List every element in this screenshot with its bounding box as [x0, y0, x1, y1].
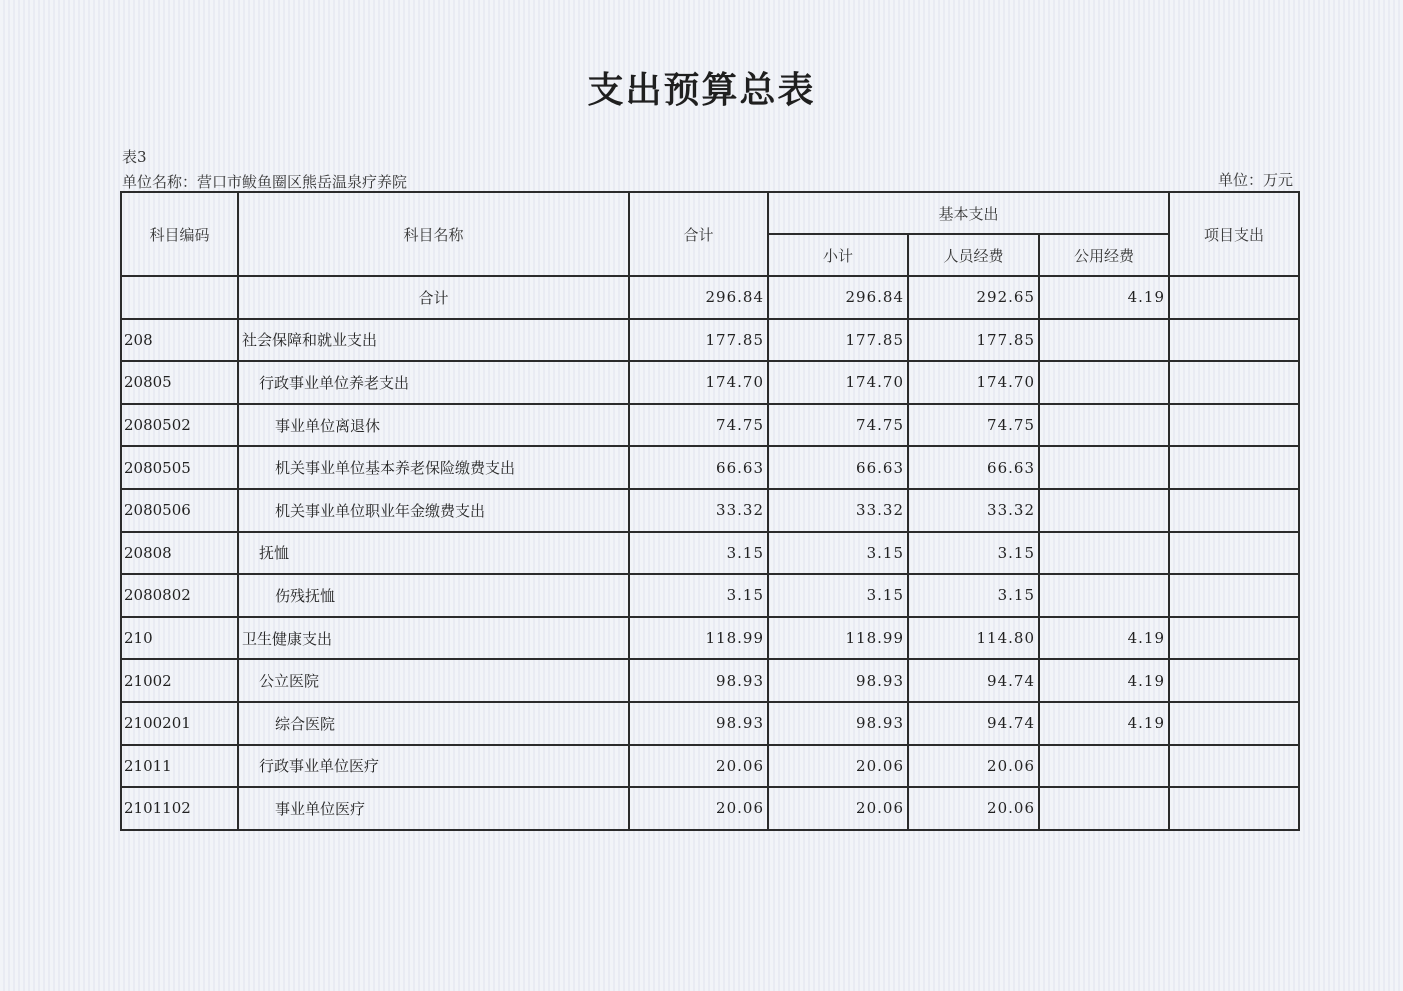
cell-personnel: 66.63	[908, 446, 1039, 489]
cell-subtotal: 118.99	[768, 617, 908, 660]
cell-project	[1169, 319, 1299, 362]
table-number: 表3	[122, 148, 147, 166]
cell-public: 4.19	[1039, 659, 1169, 702]
cell-subtotal: 33.32	[768, 489, 908, 532]
cell-project	[1169, 489, 1299, 532]
cell-subtotal: 74.75	[768, 404, 908, 447]
header-name: 科目名称	[238, 192, 629, 276]
cell-subtotal: 98.93	[768, 702, 908, 745]
cell-subtotal: 66.63	[768, 446, 908, 489]
cell-public	[1039, 489, 1169, 532]
table-row	[121, 446, 1299, 489]
cell-personnel: 74.75	[908, 404, 1039, 447]
cell-name: 社会保障和就业支出	[238, 319, 629, 362]
table-row	[121, 787, 1299, 830]
cell-total: 3.15	[629, 532, 768, 575]
cell-code: 2080502	[121, 404, 238, 447]
cell-personnel: 292.65	[908, 276, 1039, 319]
cell-personnel: 3.15	[908, 532, 1039, 575]
cell-personnel: 94.74	[908, 659, 1039, 702]
cell-project	[1169, 787, 1299, 830]
cell-code: 208	[121, 319, 238, 362]
header-public: 公用经费	[1039, 234, 1169, 276]
cell-public: 4.19	[1039, 617, 1169, 660]
table-row	[121, 489, 1299, 532]
header-code: 科目编码	[121, 192, 238, 276]
cell-project	[1169, 659, 1299, 702]
cell-subtotal: 20.06	[768, 745, 908, 788]
header-basic: 基本支出	[768, 192, 1169, 234]
cell-personnel: 174.70	[908, 361, 1039, 404]
cell-code: 20808	[121, 532, 238, 575]
cell-total: 174.70	[629, 361, 768, 404]
table-row	[121, 361, 1299, 404]
cell-total: 118.99	[629, 617, 768, 660]
table-row-total	[121, 276, 1299, 319]
cell-total: 177.85	[629, 319, 768, 362]
cell-name: 机关事业单位职业年金缴费支出	[238, 489, 629, 532]
cell-name: 卫生健康支出	[238, 617, 629, 660]
cell-project	[1169, 574, 1299, 617]
header-personnel: 人员经费	[908, 234, 1039, 276]
cell-personnel: 20.06	[908, 745, 1039, 788]
table-row	[121, 659, 1299, 702]
cell-personnel: 114.80	[908, 617, 1039, 660]
header-project: 项目支出	[1169, 192, 1299, 276]
cell-name: 行政事业单位医疗	[238, 745, 629, 788]
cell-project	[1169, 702, 1299, 745]
cell-total: 74.75	[629, 404, 768, 447]
cell-code: 2080505	[121, 446, 238, 489]
cell-total: 66.63	[629, 446, 768, 489]
cell-personnel: 20.06	[908, 787, 1039, 830]
cell-code: 2080506	[121, 489, 238, 532]
cell-project	[1169, 404, 1299, 447]
table-row	[121, 745, 1299, 788]
cell-name: 事业单位医疗	[238, 787, 629, 830]
cell-code: 20805	[121, 361, 238, 404]
cell-public: 4.19	[1039, 276, 1169, 319]
table-row	[121, 319, 1299, 362]
table-row	[121, 617, 1299, 660]
header-total: 合计	[629, 192, 768, 276]
cell-public	[1039, 532, 1169, 575]
budget-table	[120, 191, 1300, 831]
cell-public	[1039, 361, 1169, 404]
cell-subtotal: 3.15	[768, 532, 908, 575]
cell-project	[1169, 276, 1299, 319]
cell-subtotal: 98.93	[768, 659, 908, 702]
cell-public	[1039, 745, 1169, 788]
cell-public	[1039, 446, 1169, 489]
cell-total: 20.06	[629, 745, 768, 788]
cell-public	[1039, 574, 1169, 617]
unit-name: 单位名称：营口市鲅鱼圈区熊岳温泉疗养院	[122, 173, 408, 191]
cell-subtotal: 174.70	[768, 361, 908, 404]
cell-code: 210	[121, 617, 238, 660]
cell-project	[1169, 745, 1299, 788]
cell-total: 98.93	[629, 659, 768, 702]
table-row	[121, 702, 1299, 745]
cell-total: 33.32	[629, 489, 768, 532]
cell-name: 综合医院	[238, 702, 629, 745]
cell-subtotal: 20.06	[768, 787, 908, 830]
cell-project	[1169, 532, 1299, 575]
cell-code: 21002	[121, 659, 238, 702]
cell-name: 伤残抚恤	[238, 574, 629, 617]
cell-subtotal: 3.15	[768, 574, 908, 617]
currency-unit: 单位：万元	[1217, 171, 1293, 189]
cell-total: 296.84	[629, 276, 768, 319]
cell-project	[1169, 361, 1299, 404]
cell-project	[1169, 617, 1299, 660]
cell-personnel: 3.15	[908, 574, 1039, 617]
cell-public	[1039, 404, 1169, 447]
cell-personnel: 177.85	[908, 319, 1039, 362]
cell-personnel: 94.74	[908, 702, 1039, 745]
cell-name: 合计	[238, 276, 629, 319]
table-row	[121, 574, 1299, 617]
cell-name: 公立医院	[238, 659, 629, 702]
cell-public	[1039, 787, 1169, 830]
cell-code: 2080802	[121, 574, 238, 617]
table-row	[121, 532, 1299, 575]
table-row	[121, 404, 1299, 447]
cell-total: 3.15	[629, 574, 768, 617]
cell-subtotal: 296.84	[768, 276, 908, 319]
cell-code: 2101102	[121, 787, 238, 830]
cell-name: 事业单位离退休	[238, 404, 629, 447]
cell-code: 21011	[121, 745, 238, 788]
cell-public: 4.19	[1039, 702, 1169, 745]
cell-subtotal: 177.85	[768, 319, 908, 362]
cell-code	[121, 276, 238, 319]
cell-public	[1039, 319, 1169, 362]
cell-personnel: 33.32	[908, 489, 1039, 532]
header-subtotal: 小计	[768, 234, 908, 276]
page-title: 支出预算总表	[587, 69, 816, 111]
cell-name: 抚恤	[238, 532, 629, 575]
cell-name: 机关事业单位基本养老保险缴费支出	[238, 446, 629, 489]
cell-code: 2100201	[121, 702, 238, 745]
cell-total: 20.06	[629, 787, 768, 830]
cell-name: 行政事业单位养老支出	[238, 361, 629, 404]
cell-project	[1169, 446, 1299, 489]
cell-total: 98.93	[629, 702, 768, 745]
